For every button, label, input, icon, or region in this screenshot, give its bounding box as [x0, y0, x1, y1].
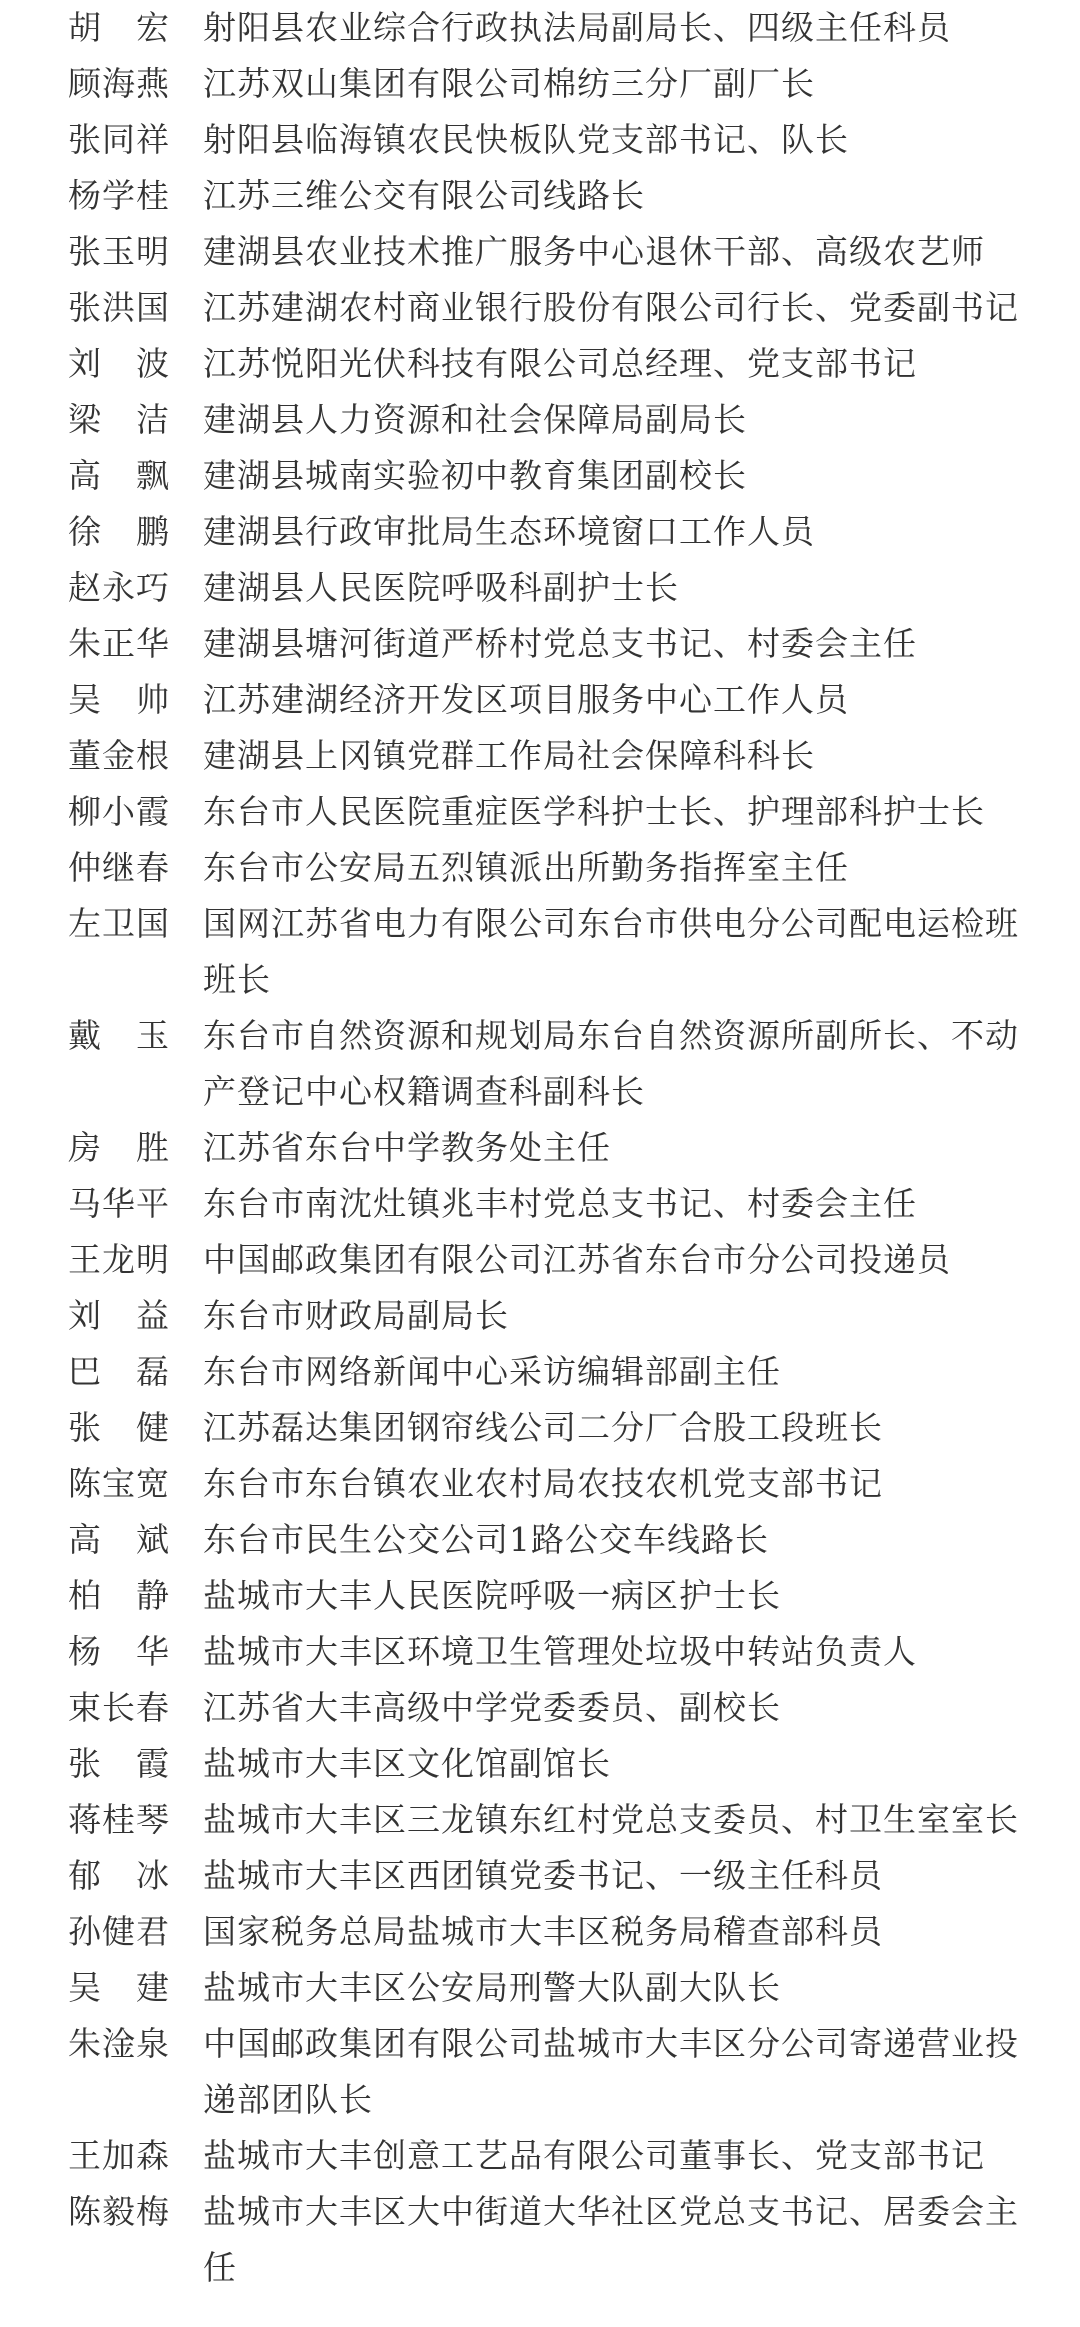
person-title: 中国邮政集团有限公司盐城市大丰区分公司寄递营业投递部团队长	[203, 2024, 1019, 2119]
person-name: 仲继春	[68, 848, 170, 887]
person-title: 国网江苏省电力有限公司东台市供电分公司配电运检班班长	[203, 904, 1019, 999]
person-title: 盐城市大丰创意工艺品有限公司董事长、党支部书记	[203, 2136, 985, 2175]
list-item	[0, 840, 1080, 896]
list-item	[0, 672, 1080, 728]
person-title: 东台市网络新闻中心采访编辑部副主任	[203, 1352, 781, 1391]
list-item	[0, 504, 1080, 560]
person-title: 江苏省大丰高级中学党委委员、副校长	[203, 1688, 781, 1727]
list-item	[0, 1624, 1080, 1680]
list-item	[0, 2184, 1080, 2296]
list-item	[0, 1456, 1080, 1512]
person-name: 顾海燕	[68, 64, 170, 103]
person-name: 张同祥	[68, 120, 170, 159]
list-item	[0, 728, 1080, 784]
person-name: 徐 鹏	[68, 512, 170, 551]
list-item	[0, 896, 1080, 1008]
list-item	[0, 1344, 1080, 1400]
person-name: 王龙明	[68, 1240, 170, 1279]
person-name: 刘 波	[68, 344, 170, 383]
person-title: 江苏磊达集团钢帘线公司二分厂合股工段班长	[203, 1408, 883, 1447]
person-name: 吴 建	[68, 1968, 170, 2007]
person-title: 射阳县农业综合行政执法局副局长、四级主任科员	[203, 8, 951, 47]
person-title: 建湖县城南实验初中教育集团副校长	[203, 456, 747, 495]
person-name: 郁 冰	[68, 1856, 170, 1895]
person-name: 高 飘	[68, 456, 170, 495]
list-item	[0, 1176, 1080, 1232]
list-item	[0, 1400, 1080, 1456]
person-title: 建湖县人民医院呼吸科副护士长	[203, 568, 679, 607]
person-name: 陈宝宽	[68, 1464, 170, 1503]
list-item	[0, 1232, 1080, 1288]
person-title: 盐城市大丰区西团镇党委书记、一级主任科员	[203, 1856, 883, 1895]
list-item	[0, 2016, 1080, 2128]
person-name: 王加森	[68, 2136, 170, 2175]
list-item	[0, 1736, 1080, 1792]
person-title: 江苏双山集团有限公司棉纺三分厂副厂长	[203, 64, 815, 103]
person-name: 杨学桂	[68, 176, 170, 215]
list-item	[0, 1680, 1080, 1736]
person-name: 陈毅梅	[68, 2192, 170, 2231]
person-name: 马华平	[68, 1184, 170, 1223]
person-name: 房 胜	[68, 1128, 170, 1167]
list-item	[0, 0, 1080, 56]
person-title: 盐城市大丰人民医院呼吸一病区护士长	[203, 1576, 781, 1615]
list-item	[0, 280, 1080, 336]
person-title: 江苏省东台中学教务处主任	[203, 1128, 611, 1167]
list-item	[0, 1120, 1080, 1176]
person-name: 张 霞	[68, 1744, 170, 1783]
list-item	[0, 1792, 1080, 1848]
person-name: 朱正华	[68, 624, 170, 663]
person-name: 左卫国	[68, 904, 170, 943]
list-item	[0, 1848, 1080, 1904]
person-title: 东台市自然资源和规划局东台自然资源所副所长、不动产登记中心权籍调查科副科长	[203, 1016, 1019, 1111]
list-item	[0, 448, 1080, 504]
person-title: 江苏悦阳光伏科技有限公司总经理、党支部书记	[203, 344, 917, 383]
person-title: 中国邮政集团有限公司江苏省东台市分公司投递员	[203, 1240, 951, 1279]
person-title: 东台市南沈灶镇兆丰村党总支书记、村委会主任	[203, 1184, 917, 1223]
person-title: 建湖县农业技术推广服务中心退休干部、高级农艺师	[203, 232, 985, 271]
person-title: 建湖县塘河街道严桥村党总支书记、村委会主任	[203, 624, 917, 663]
person-name: 柳小霞	[68, 792, 170, 831]
person-title: 国家税务总局盐城市大丰区税务局稽查部科员	[203, 1912, 883, 1951]
list-item	[0, 784, 1080, 840]
person-title: 东台市公安局五烈镇派出所勤务指挥室主任	[203, 848, 849, 887]
list-item	[0, 1568, 1080, 1624]
person-title: 东台市东台镇农业农村局农技农机党支部书记	[203, 1464, 883, 1503]
person-title: 建湖县上冈镇党群工作局社会保障科科长	[203, 736, 815, 775]
person-title: 江苏建湖经济开发区项目服务中心工作人员	[203, 680, 849, 719]
person-name: 高 斌	[68, 1520, 170, 1559]
person-name: 巴 磊	[68, 1352, 170, 1391]
person-name: 吴 帅	[68, 680, 170, 719]
person-name: 张 健	[68, 1408, 170, 1447]
list-item	[0, 392, 1080, 448]
person-title: 盐城市大丰区环境卫生管理处垃圾中转站负责人	[203, 1632, 917, 1671]
person-title: 东台市民生公交公司1路公交车线路长	[203, 1520, 769, 1559]
person-title: 江苏建湖农村商业银行股份有限公司行长、党委副书记	[203, 288, 1019, 327]
person-title: 建湖县人力资源和社会保障局副局长	[203, 400, 747, 439]
person-name: 蒋桂琴	[68, 1800, 170, 1839]
list-item	[0, 560, 1080, 616]
list-item	[0, 1008, 1080, 1120]
person-name: 刘 益	[68, 1296, 170, 1335]
person-title: 射阳县临海镇农民快板队党支部书记、队长	[203, 120, 849, 159]
list-item	[0, 1960, 1080, 2016]
person-name: 赵永巧	[68, 568, 170, 607]
list-item	[0, 168, 1080, 224]
list-item	[0, 1512, 1080, 1568]
list-item	[0, 1288, 1080, 1344]
list-item	[0, 2128, 1080, 2184]
list-item	[0, 224, 1080, 280]
person-name: 张玉明	[68, 232, 170, 271]
person-name: 胡 宏	[68, 8, 170, 47]
list-item	[0, 112, 1080, 168]
person-name: 柏 静	[68, 1576, 170, 1615]
person-name: 杨 华	[68, 1632, 170, 1671]
list-item	[0, 56, 1080, 112]
person-title: 盐城市大丰区文化馆副馆长	[203, 1744, 611, 1783]
person-name: 束长春	[68, 1688, 170, 1727]
list-item	[0, 616, 1080, 672]
person-name: 朱淦泉	[68, 2024, 170, 2063]
person-title: 盐城市大丰区三龙镇东红村党总支委员、村卫生室室长	[203, 1800, 1019, 1839]
person-name: 张洪国	[68, 288, 170, 327]
person-title: 盐城市大丰区公安局刑警大队副大队长	[203, 1968, 781, 2007]
person-name: 梁 洁	[68, 400, 170, 439]
person-title: 江苏三维公交有限公司线路长	[203, 176, 645, 215]
person-title: 东台市财政局副局长	[203, 1296, 509, 1335]
list-item	[0, 336, 1080, 392]
person-name: 董金根	[68, 736, 170, 775]
person-title: 东台市人民医院重症医学科护士长、护理部科护士长	[203, 792, 985, 831]
person-name: 戴 玉	[68, 1016, 170, 1055]
person-name: 孙健君	[68, 1912, 170, 1951]
list-item	[0, 1904, 1080, 1960]
person-title: 盐城市大丰区大中街道大华社区党总支书记、居委会主任	[203, 2192, 1019, 2287]
person-title: 建湖县行政审批局生态环境窗口工作人员	[203, 512, 815, 551]
